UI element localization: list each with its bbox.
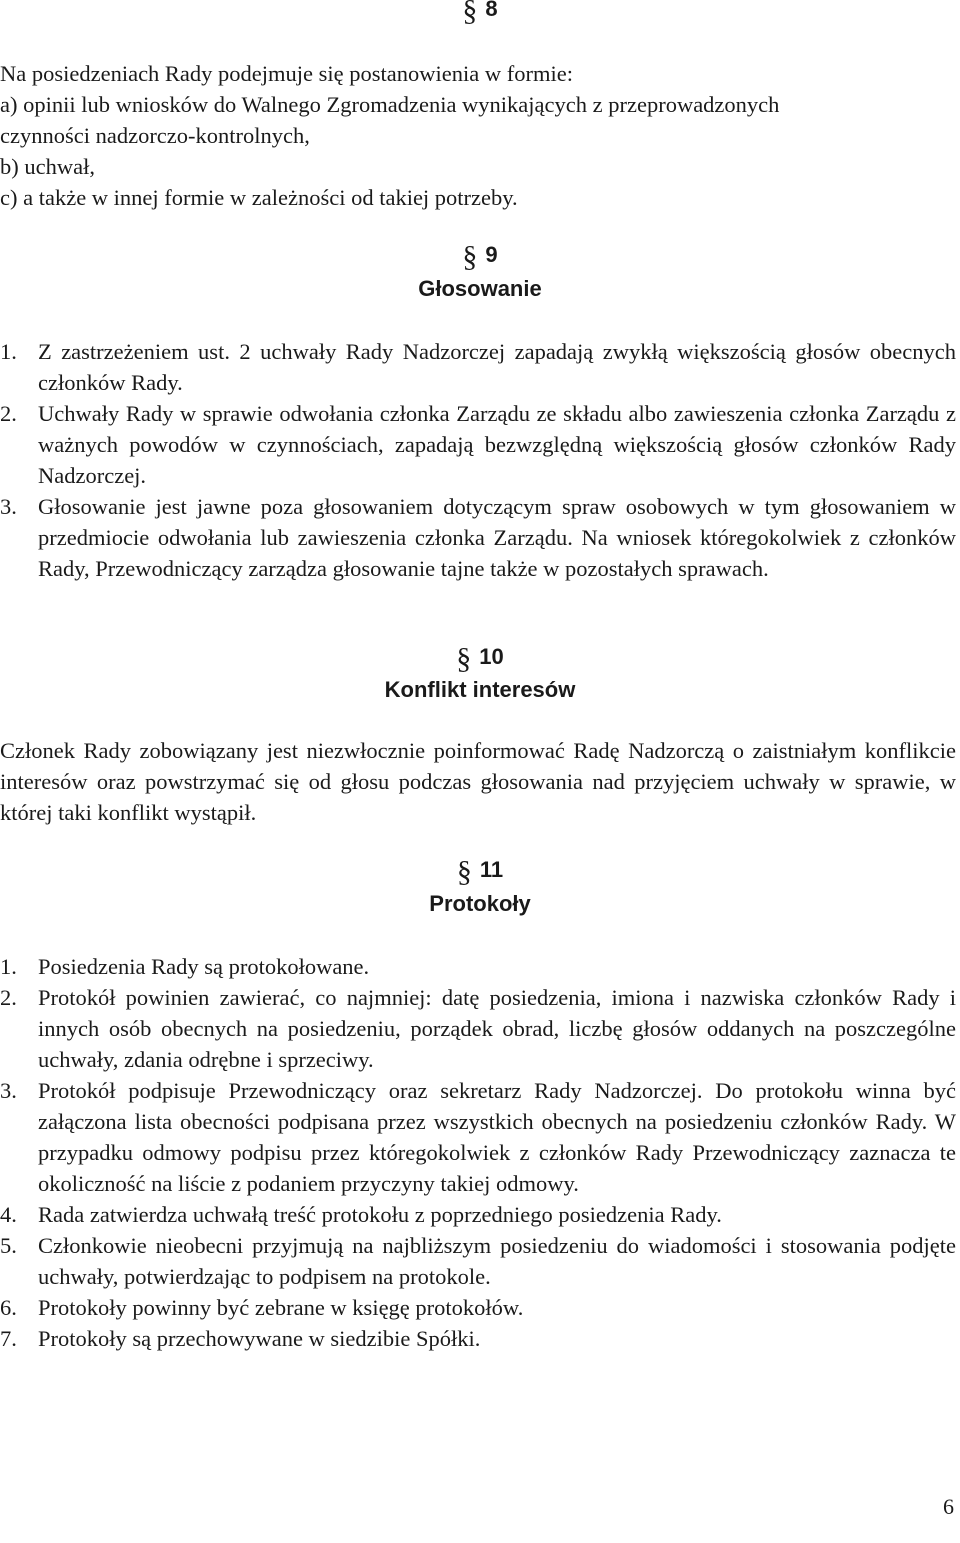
section-number: 11 — [479, 857, 504, 882]
list-item — [0, 1292, 956, 1323]
section-10-heading — [0, 642, 960, 674]
section-9-heading — [0, 240, 960, 272]
list-item — [0, 1199, 956, 1230]
section-11-list — [0, 951, 956, 1354]
section-8-item-a-cont: czynności nadzorczo-kontrolnych, — [0, 123, 310, 148]
item-text: Protokoły powinny być zebrane w księgę protokołów. — [38, 1295, 524, 1320]
item-number: 6. — [0, 1295, 17, 1320]
section-sign: § — [456, 642, 472, 675]
item-text: Protokoły są przechowywane w siedzibie Spółki. — [38, 1326, 481, 1351]
item-number: 7. — [0, 1326, 17, 1351]
page-number: 6 — [943, 1494, 954, 1519]
item-number: 3. — [0, 494, 17, 519]
list-item — [0, 982, 956, 1075]
item-text: Rada zatwierdza uchwałą treść protokołu z poprzedniego posiedzenia Rady. — [38, 1202, 722, 1227]
item-number: 1. — [0, 339, 17, 364]
item-number: 1. — [0, 954, 17, 979]
list-item — [0, 336, 956, 398]
section-8-intro: Na posiedzeniach Rady podejmuje się postanowienia w formie: — [0, 61, 573, 86]
item-text: Członkowie nieobecni przyjmują na najbliższym posiedzeniu do wiadomości i stosowania podjęte uchwały, potwierdzając to podpisem na protokole. — [38, 1233, 956, 1289]
item-number: 4. — [0, 1202, 17, 1227]
item-number: 5. — [0, 1233, 17, 1258]
section-9-list — [0, 336, 956, 584]
section-sign: § — [462, 0, 478, 27]
section-sign: § — [462, 240, 478, 273]
list-item — [0, 398, 956, 491]
item-text: Protokół powinien zawierać, co najmniej: datę posiedzenia, imiona i nazwiska członków Rady i innych osób obecnych na posiedzeniu, porządek obrad, liczbę głosów oddanych na poszczególne uchwały, zdania odrębne i sprzeciwy. — [38, 985, 956, 1072]
section-8-body — [0, 58, 956, 213]
item-number: 3. — [0, 1078, 17, 1103]
section-11-heading — [0, 855, 960, 887]
section-8-heading — [0, 0, 960, 26]
section-10-title: Konflikt interesów — [384, 677, 576, 702]
item-number: 2. — [0, 401, 17, 426]
section-10-paragraph: Członek Rady zobowiązany jest niezwłocznie poinformować Radę Nadzorczą o zaistniałym konflikcie interesów oraz powstrzymać się od głosu podczas głosowania nad przyjęciem uchwały w sprawie, w której taki konflikt wystąpił. — [0, 738, 956, 825]
list-item — [0, 1323, 956, 1354]
item-text: Z zastrzeżeniem ust. 2 uchwały Rady Nadzorczej zapadają zwykłą większością głosów obecnych członków Rady. — [38, 339, 956, 395]
section-sign: § — [456, 855, 472, 888]
section-11-title: Protokoły — [429, 891, 531, 916]
section-9-title: Głosowanie — [418, 276, 542, 301]
list-item — [0, 1075, 956, 1199]
section-number: 9 — [485, 242, 498, 267]
item-text: Głosowanie jest jawne poza głosowaniem dotyczącym spraw osobowych w tym głosowaniem w przedmiocie odwołania lub zawieszenia członka Zarządu. Na wniosek któregokolwiek z członków Rady, Przewodniczący zarządza głosowanie tajne także w pozostałych sprawach. — [38, 494, 956, 581]
section-number: 10 — [479, 644, 504, 669]
list-item — [0, 1230, 956, 1292]
item-number: 2. — [0, 985, 17, 1010]
item-text: Uchwały Rady w sprawie odwołania członka Zarządu ze składu albo zawieszenia członka Zarządu z ważnych powodów w czynnościach, zapadają bezwzględną większością głosów członków Rady Nadzorczej. — [38, 401, 956, 488]
item-text: Posiedzenia Rady są protokołowane. — [38, 954, 370, 979]
list-item — [0, 951, 956, 982]
section-8-item-b: b) uchwał, — [0, 154, 95, 179]
section-8-item-c: c) a także w innej formie w zależności od takiej potrzeby. — [0, 185, 518, 210]
item-text: Protokół podpisuje Przewodniczący oraz sekretarz Rady Nadzorczej. Do protokołu winna być załączona lista obecności podpisana przez wszystkich obecnych na posiedzeniu członków Rady. W przypadku odmowy podpisu przez któregokolwiek z członków Rady Przewodniczący zaznacza te okoliczność na liście z podaniem przyczyny takiej odmowy. — [38, 1078, 956, 1196]
section-8-item-a: a) opinii lub wniosków do Walnego Zgromadzenia wynikających z przeprowadzonych — [0, 92, 780, 117]
list-item — [0, 491, 956, 584]
section-number: 8 — [485, 0, 498, 21]
